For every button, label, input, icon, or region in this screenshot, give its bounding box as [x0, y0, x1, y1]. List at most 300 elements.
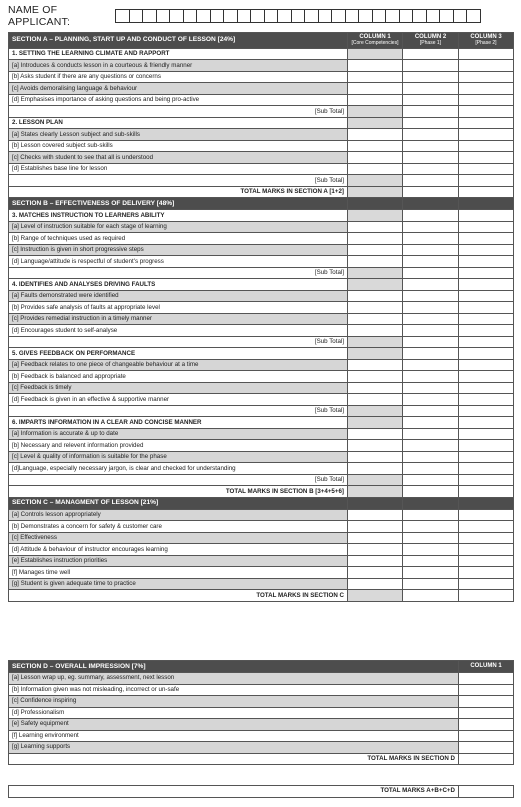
- score-cell-column-3[interactable]: [459, 509, 514, 521]
- score-cell-column-1[interactable]: [348, 106, 403, 118]
- grand-total-cell[interactable]: [459, 786, 514, 798]
- score-cell-column-3[interactable]: [459, 129, 514, 141]
- criterion-item-label: [c] Provides remedial instruction in a timely manner: [9, 313, 348, 325]
- score-cell-column-3[interactable]: [459, 233, 514, 245]
- criterion-item: [9, 83, 514, 95]
- criterion-item-label: [c] Avoids demoralising language & behaviour: [9, 83, 348, 95]
- score-cell-column-2[interactable]: [403, 163, 459, 175]
- name-char-box[interactable]: [210, 9, 225, 23]
- score-cell-column-2[interactable]: [403, 405, 459, 417]
- score-cell-column-1[interactable]: [348, 117, 403, 129]
- criterion-item: [9, 71, 514, 83]
- score-cell-column-2[interactable]: [403, 267, 459, 279]
- criterion-item: [9, 94, 514, 106]
- criterion-item-label: [d] Establishes base line for lesson: [9, 163, 348, 175]
- score-cell-column-1[interactable]: [348, 163, 403, 175]
- criterion-heading-label: 2. LESSON PLAN: [9, 117, 348, 129]
- criterion-item-label: [f] Manages time well: [9, 567, 348, 579]
- column-label: COLUMN 3: [470, 34, 502, 40]
- criterion-item-label: [d] Feedback is given in an effective & supportive manner: [9, 394, 348, 406]
- score-cell-column-1[interactable]: [348, 567, 403, 579]
- score-cell-column-3[interactable]: [459, 83, 514, 95]
- column-label: COLUMN 2: [414, 34, 447, 40]
- score-cell-column-2[interactable]: [403, 325, 459, 337]
- score-cell-column-2[interactable]: [403, 302, 459, 314]
- grand-total-label: TOTAL MARKS A+B+C+D: [9, 786, 459, 798]
- section-total-row-label: TOTAL MARKS IN SECTION B [3+4+5+6]: [9, 486, 348, 498]
- criterion-item-label: [d] Professionalism: [9, 707, 459, 719]
- criterion-item-label: [d] Emphasises importance of asking questions and being pro-active: [9, 94, 348, 106]
- criterion-item-label: [g] Learning supports: [9, 742, 459, 754]
- name-char-box[interactable]: [156, 9, 171, 23]
- score-cell-column-1[interactable]: [459, 696, 514, 708]
- score-cell-column-2[interactable]: [403, 371, 459, 383]
- column-header-c3: [459, 33, 514, 49]
- score-cell-column-1[interactable]: [348, 129, 403, 141]
- score-cell-column-2[interactable]: [403, 336, 459, 348]
- section-total-row: [9, 186, 514, 198]
- section-total-cell[interactable]: [459, 753, 514, 765]
- column-header-c2: [403, 33, 459, 49]
- score-cell-column-3[interactable]: [459, 94, 514, 106]
- score-cell-column-2[interactable]: [403, 544, 459, 556]
- score-cell-column-1[interactable]: [348, 371, 403, 383]
- name-char-box[interactable]: [291, 9, 306, 23]
- score-cell-column-2[interactable]: [403, 509, 459, 521]
- criterion-item: [9, 371, 514, 383]
- criterion-item: [9, 325, 514, 337]
- criterion-item-label: [a] Faults demonstrated were identified: [9, 290, 348, 302]
- criterion-item: [9, 707, 514, 719]
- column-header-c1: [348, 497, 403, 509]
- criterion-item: [9, 394, 514, 406]
- criterion-heading: [9, 417, 514, 429]
- section-title: SECTION C – MANAGMENT OF LESSON [21%]: [9, 497, 348, 509]
- score-cell-column-1[interactable]: [348, 83, 403, 95]
- score-cell-column-2[interactable]: [403, 521, 459, 533]
- criterion-item: [9, 129, 514, 141]
- score-cell-column-3[interactable]: [459, 140, 514, 152]
- column-sublabel: [Core Competencies]: [351, 40, 399, 47]
- score-cell-column-1[interactable]: [348, 532, 403, 544]
- subtotal-row-label: [Sub Total]: [9, 106, 348, 118]
- name-char-box[interactable]: [372, 9, 387, 23]
- score-cell-column-1[interactable]: [348, 279, 403, 291]
- score-cell-column-3[interactable]: [459, 428, 514, 440]
- score-cell-column-1[interactable]: [348, 348, 403, 360]
- criterion-heading-label: 6. IMPARTS INFORMATION IN A CLEAR AND CONCISE MANNER: [9, 417, 348, 429]
- criterion-heading: [9, 348, 514, 360]
- subtotal-row: [9, 106, 514, 118]
- score-cell-column-2[interactable]: [403, 233, 459, 245]
- criterion-item-label: [a] Level of instruction suitable for each stage of learning: [9, 221, 348, 233]
- score-cell-column-2[interactable]: [403, 71, 459, 83]
- score-cell-column-3[interactable]: [459, 256, 514, 268]
- criterion-item: [9, 730, 514, 742]
- name-char-box[interactable]: [412, 9, 427, 23]
- score-cell-column-1[interactable]: [459, 742, 514, 754]
- score-cell-column-3[interactable]: [459, 486, 514, 498]
- score-cell-column-2[interactable]: [403, 117, 459, 129]
- criterion-item-label: [a] States clearly Lesson subject and sub-skills: [9, 129, 348, 141]
- criterion-item-label: [b] Demonstrates a concern for safety & customer care: [9, 521, 348, 533]
- section-header-row: [9, 661, 514, 673]
- score-cell-column-1[interactable]: [348, 210, 403, 222]
- criterion-heading-label: 4. IDENTIFIES AND ANALYSES DRIVING FAULTS: [9, 279, 348, 291]
- criterion-item-label: [d]Language, especially necessary jargon, is clear and checked for understanding: [9, 463, 348, 475]
- score-cell-column-2[interactable]: [403, 279, 459, 291]
- score-cell-column-1[interactable]: [348, 555, 403, 567]
- criterion-item: [9, 152, 514, 164]
- criterion-item-label: [b] Lesson covered subject sub-skills: [9, 140, 348, 152]
- criterion-item: [9, 428, 514, 440]
- score-cell-column-1[interactable]: [348, 325, 403, 337]
- score-cell-column-1[interactable]: [348, 175, 403, 187]
- subtotal-row: [9, 336, 514, 348]
- criterion-item: [9, 302, 514, 314]
- score-cell-column-3[interactable]: [459, 463, 514, 475]
- criterion-item-label: [d] Attitude & behaviour of instructor encourages learning: [9, 544, 348, 556]
- score-cell-column-1[interactable]: [348, 336, 403, 348]
- score-cell-column-2[interactable]: [403, 486, 459, 498]
- section-total-row: [9, 753, 514, 765]
- score-cell-column-3[interactable]: [459, 544, 514, 556]
- section-header-row: [9, 198, 514, 210]
- section-total-row: [9, 486, 514, 498]
- score-cell-column-2[interactable]: [403, 532, 459, 544]
- score-cell-column-3[interactable]: [459, 405, 514, 417]
- criterion-item: [9, 578, 514, 590]
- name-char-box[interactable]: [264, 9, 279, 23]
- criterion-item: [9, 244, 514, 256]
- section-title: SECTION D – OVERALL IMPRESSION [7%]: [9, 661, 459, 673]
- criterion-item-label: [a] Information is accurate & up to date: [9, 428, 348, 440]
- score-cell-column-3[interactable]: [459, 221, 514, 233]
- score-cell-column-1[interactable]: [348, 71, 403, 83]
- criterion-item: [9, 60, 514, 72]
- score-cell-column-2[interactable]: [403, 60, 459, 72]
- score-cell-column-1[interactable]: [348, 244, 403, 256]
- score-cell-column-3[interactable]: [459, 60, 514, 72]
- name-char-box[interactable]: [385, 9, 400, 23]
- column-header-c2: [403, 497, 459, 509]
- score-cell-column-1[interactable]: [348, 440, 403, 452]
- name-char-box[interactable]: [142, 9, 157, 23]
- name-char-box[interactable]: [196, 9, 211, 23]
- name-char-box[interactable]: [237, 9, 252, 23]
- score-cell-column-2[interactable]: [403, 256, 459, 268]
- subtotal-row: [9, 267, 514, 279]
- score-cell-column-2[interactable]: [403, 567, 459, 579]
- name-char-box[interactable]: [183, 9, 198, 23]
- score-cell-column-1[interactable]: [459, 719, 514, 731]
- score-cell-column-1[interactable]: [459, 684, 514, 696]
- score-cell-column-2[interactable]: [403, 186, 459, 198]
- criterion-item-label: [c] Effectiveness: [9, 532, 348, 544]
- name-char-box[interactable]: [331, 9, 346, 23]
- criterion-item: [9, 451, 514, 463]
- criterion-item: [9, 509, 514, 521]
- score-cell-column-1[interactable]: [348, 474, 403, 486]
- criterion-item-label: [e] Establishes instruction priorities: [9, 555, 348, 567]
- criterion-item-label: [c] Checks with student to see that all is understood: [9, 152, 348, 164]
- score-cell-column-3[interactable]: [459, 244, 514, 256]
- column-header-c1: [348, 198, 403, 210]
- sections-abc-table: [8, 32, 514, 602]
- score-cell-column-2[interactable]: [403, 106, 459, 118]
- score-cell-column-1[interactable]: [348, 463, 403, 475]
- score-cell-column-1[interactable]: [348, 140, 403, 152]
- name-char-box[interactable]: [277, 9, 292, 23]
- score-cell-column-3[interactable]: [459, 313, 514, 325]
- criterion-item-label: [a] Controls lesson appropriately: [9, 509, 348, 521]
- score-cell-column-1[interactable]: [348, 152, 403, 164]
- applicant-name-boxes[interactable]: [115, 9, 481, 23]
- column-header-c2: [403, 198, 459, 210]
- score-cell-column-2[interactable]: [403, 48, 459, 60]
- section-total-label: TOTAL MARKS IN SECTION D: [9, 753, 459, 765]
- criterion-item: [9, 382, 514, 394]
- score-cell-column-3[interactable]: [459, 417, 514, 429]
- score-cell-column-3[interactable]: [459, 210, 514, 222]
- criterion-heading: [9, 48, 514, 60]
- score-cell-column-2[interactable]: [403, 244, 459, 256]
- criterion-item-label: [d] Encourages student to self-analyse: [9, 325, 348, 337]
- criterion-item-label: [c] Instruction is given in short progressive steps: [9, 244, 348, 256]
- criterion-item-label: [c] Feedback is timely: [9, 382, 348, 394]
- criterion-item-label: [b] Asks student if there are any questions or concerns: [9, 71, 348, 83]
- score-cell-column-2[interactable]: [403, 590, 459, 602]
- score-cell-column-3[interactable]: [459, 590, 514, 602]
- name-char-box[interactable]: [304, 9, 319, 23]
- score-cell-column-1[interactable]: [348, 94, 403, 106]
- criterion-item: [9, 555, 514, 567]
- score-cell-column-3[interactable]: [459, 532, 514, 544]
- score-cell-column-3[interactable]: [459, 474, 514, 486]
- subtotal-row: [9, 405, 514, 417]
- criterion-item-label: [g] Student is given adequate time to practice: [9, 578, 348, 590]
- score-cell-column-2[interactable]: [403, 359, 459, 371]
- criterion-item: [9, 673, 514, 685]
- score-cell-column-3[interactable]: [459, 71, 514, 83]
- score-cell-column-3[interactable]: [459, 106, 514, 118]
- score-cell-column-1[interactable]: [348, 486, 403, 498]
- criterion-heading: [9, 117, 514, 129]
- name-char-box[interactable]: [318, 9, 333, 23]
- score-cell-column-1[interactable]: [348, 48, 403, 60]
- score-cell-column-1[interactable]: [459, 673, 514, 685]
- criterion-item-label: [b] Necessary and relevent information provided: [9, 440, 348, 452]
- column-label: COLUMN 1: [359, 34, 391, 40]
- score-cell-column-2[interactable]: [403, 129, 459, 141]
- name-char-box[interactable]: [129, 9, 144, 23]
- score-cell-column-3[interactable]: [459, 382, 514, 394]
- criterion-item-label: [b] Information given was not misleading, incorrect or un-safe: [9, 684, 459, 696]
- applicant-name-row: [8, 4, 481, 28]
- score-cell-column-1[interactable]: [348, 186, 403, 198]
- score-cell-column-1[interactable]: [348, 256, 403, 268]
- score-cell-column-2[interactable]: [403, 394, 459, 406]
- criterion-item: [9, 521, 514, 533]
- name-char-box[interactable]: [169, 9, 184, 23]
- criterion-item-label: [d] Language/attitude is respectful of student's progress: [9, 256, 348, 268]
- score-cell-column-3[interactable]: [459, 302, 514, 314]
- score-cell-column-1[interactable]: [348, 428, 403, 440]
- subtotal-row-label: [Sub Total]: [9, 267, 348, 279]
- score-cell-column-2[interactable]: [403, 578, 459, 590]
- section-total-row: [9, 590, 514, 602]
- score-cell-column-3[interactable]: [459, 336, 514, 348]
- score-cell-column-2[interactable]: [403, 221, 459, 233]
- score-cell-column-1[interactable]: [348, 417, 403, 429]
- score-cell-column-2[interactable]: [403, 428, 459, 440]
- score-cell-column-3[interactable]: [459, 290, 514, 302]
- score-cell-column-3[interactable]: [459, 163, 514, 175]
- column-header-c3: [459, 497, 514, 509]
- score-cell-column-3[interactable]: [459, 440, 514, 452]
- criterion-item-label: [c] Confidence inspiring: [9, 696, 459, 708]
- score-cell-column-1[interactable]: [348, 313, 403, 325]
- score-cell-column-3[interactable]: [459, 555, 514, 567]
- score-cell-column-3[interactable]: [459, 359, 514, 371]
- score-cell-column-3[interactable]: [459, 348, 514, 360]
- name-char-box[interactable]: [223, 9, 238, 23]
- subtotal-row-label: [Sub Total]: [9, 175, 348, 187]
- name-char-box[interactable]: [453, 9, 468, 23]
- score-cell-column-2[interactable]: [403, 140, 459, 152]
- criterion-item-label: [f] Learning environment: [9, 730, 459, 742]
- score-cell-column-1[interactable]: [459, 707, 514, 719]
- score-cell-column-1[interactable]: [348, 544, 403, 556]
- subtotal-row: [9, 474, 514, 486]
- score-cell-column-2[interactable]: [403, 290, 459, 302]
- score-cell-column-3[interactable]: [459, 451, 514, 463]
- name-char-box[interactable]: [426, 9, 441, 23]
- criterion-item: [9, 696, 514, 708]
- criterion-item: [9, 440, 514, 452]
- name-char-box[interactable]: [399, 9, 414, 23]
- score-cell-column-1[interactable]: [348, 382, 403, 394]
- score-cell-column-2[interactable]: [403, 313, 459, 325]
- criterion-item: [9, 221, 514, 233]
- criterion-item: [9, 290, 514, 302]
- section-title: SECTION A – PLANNING, START UP AND CONDUCT OF LESSON [24%]: [9, 33, 348, 49]
- applicant-name-label: NAME OF APPLICANT:: [8, 4, 71, 28]
- subtotal-row-label: [Sub Total]: [9, 474, 348, 486]
- score-cell-column-3[interactable]: [459, 267, 514, 279]
- criterion-item-label: [a] Introduces & conducts lesson in a courteous & friendly manner: [9, 60, 348, 72]
- section-d-table: [8, 660, 514, 765]
- score-cell-column-1[interactable]: [348, 509, 403, 521]
- score-cell-column-1[interactable]: [348, 394, 403, 406]
- score-cell-column-3[interactable]: [459, 578, 514, 590]
- score-cell-column-2[interactable]: [403, 210, 459, 222]
- column-header-c1: COLUMN 1: [459, 661, 514, 673]
- criterion-item: [9, 544, 514, 556]
- score-cell-column-3[interactable]: [459, 325, 514, 337]
- criterion-item-label: [b] Feedback is balanced and appropriate: [9, 371, 348, 383]
- name-char-box[interactable]: [358, 9, 373, 23]
- score-cell-column-3[interactable]: [459, 371, 514, 383]
- score-cell-column-3[interactable]: [459, 175, 514, 187]
- score-cell-column-2[interactable]: [403, 440, 459, 452]
- criterion-item-label: [b] Provides safe analysis of faults at appropriate level: [9, 302, 348, 314]
- section-total-row-label: TOTAL MARKS IN SECTION A [1+2]: [9, 186, 348, 198]
- score-cell-column-1[interactable]: [348, 60, 403, 72]
- score-cell-column-2[interactable]: [403, 382, 459, 394]
- score-cell-column-3[interactable]: [459, 186, 514, 198]
- score-cell-column-2[interactable]: [403, 94, 459, 106]
- section-total-row-label: TOTAL MARKS IN SECTION C: [9, 590, 348, 602]
- score-cell-column-2[interactable]: [403, 463, 459, 475]
- score-cell-column-1[interactable]: [348, 290, 403, 302]
- criterion-item: [9, 532, 514, 544]
- score-cell-column-3[interactable]: [459, 394, 514, 406]
- name-char-box[interactable]: [466, 9, 481, 23]
- score-cell-column-3[interactable]: [459, 279, 514, 291]
- criterion-item-label: [a] Feedback relates to one piece of changeable behaviour at a time: [9, 359, 348, 371]
- score-cell-column-1[interactable]: [459, 730, 514, 742]
- column-header-c1: [348, 33, 403, 49]
- name-char-box[interactable]: [345, 9, 360, 23]
- score-cell-column-2[interactable]: [403, 83, 459, 95]
- section-header-row: [9, 497, 514, 509]
- score-cell-column-3[interactable]: [459, 521, 514, 533]
- section-title: SECTION B – EFFECTIVENESS OF DELIVERY [48%]: [9, 198, 348, 210]
- column-sublabel: [Phase 1]: [419, 40, 442, 47]
- score-cell-column-1[interactable]: [348, 578, 403, 590]
- column-header-c3: [459, 198, 514, 210]
- criterion-heading: [9, 210, 514, 222]
- score-cell-column-1[interactable]: [348, 233, 403, 245]
- score-cell-column-2[interactable]: [403, 417, 459, 429]
- name-char-box[interactable]: [250, 9, 265, 23]
- grand-total-table: [8, 785, 514, 798]
- score-cell-column-1[interactable]: [348, 302, 403, 314]
- name-char-box[interactable]: [115, 9, 130, 23]
- score-cell-column-3[interactable]: [459, 48, 514, 60]
- subtotal-row-label: [Sub Total]: [9, 336, 348, 348]
- score-cell-column-2[interactable]: [403, 451, 459, 463]
- criterion-item: [9, 313, 514, 325]
- criterion-item: [9, 256, 514, 268]
- criterion-heading-label: 5. GIVES FEEDBACK ON PERFORMANCE: [9, 348, 348, 360]
- criterion-item: [9, 463, 514, 475]
- criterion-item-label: [c] Level & quality of information is suitable for the phase: [9, 451, 348, 463]
- score-cell-column-1[interactable]: [348, 267, 403, 279]
- criterion-item: [9, 233, 514, 245]
- name-char-box[interactable]: [439, 9, 454, 23]
- criterion-heading-label: 1. SETTING THE LEARNING CLIMATE AND RAPPORT: [9, 48, 348, 60]
- score-cell-column-1[interactable]: [348, 359, 403, 371]
- criterion-item-label: [b] Range of techniques used as required: [9, 233, 348, 245]
- score-cell-column-1[interactable]: [348, 521, 403, 533]
- score-cell-column-1[interactable]: [348, 451, 403, 463]
- score-cell-column-3[interactable]: [459, 567, 514, 579]
- score-cell-column-1[interactable]: [348, 590, 403, 602]
- score-cell-column-2[interactable]: [403, 152, 459, 164]
- score-cell-column-3[interactable]: [459, 152, 514, 164]
- score-cell-column-2[interactable]: [403, 474, 459, 486]
- criterion-item-label: [a] Lesson wrap up, eg. summary, assessment, next lesson: [9, 673, 459, 685]
- score-cell-column-3[interactable]: [459, 117, 514, 129]
- score-cell-column-2[interactable]: [403, 555, 459, 567]
- criterion-item: [9, 684, 514, 696]
- score-cell-column-1[interactable]: [348, 221, 403, 233]
- score-cell-column-1[interactable]: [348, 405, 403, 417]
- score-cell-column-2[interactable]: [403, 348, 459, 360]
- score-cell-column-2[interactable]: [403, 175, 459, 187]
